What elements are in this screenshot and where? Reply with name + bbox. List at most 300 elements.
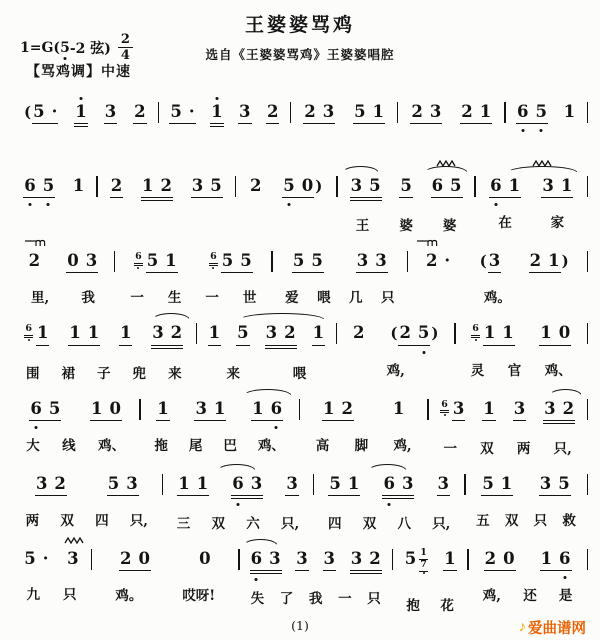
beamed-digits bbox=[483, 324, 515, 345]
low-octave-dot bbox=[563, 576, 566, 579]
note: 3 bbox=[195, 398, 207, 418]
note: 5 bbox=[210, 176, 222, 196]
note-group bbox=[484, 550, 516, 571]
beamed-digits bbox=[119, 550, 151, 571]
measure bbox=[115, 235, 271, 306]
note: 1 bbox=[208, 323, 221, 343]
lyrics-row bbox=[432, 437, 584, 457]
low-octave-dot bbox=[63, 57, 66, 60]
note: 1 bbox=[483, 398, 495, 418]
note-group bbox=[23, 103, 58, 124]
note: 1 bbox=[560, 176, 573, 196]
note: 3 bbox=[513, 398, 526, 418]
note-group bbox=[431, 177, 463, 198]
note: 2 bbox=[304, 102, 316, 121]
lyric-syllable: 里, bbox=[31, 290, 50, 307]
note-group bbox=[322, 400, 354, 421]
note: 6 bbox=[559, 550, 570, 568]
note: 2 bbox=[110, 176, 123, 196]
barline bbox=[587, 176, 589, 197]
beamed-digits bbox=[323, 550, 336, 571]
trill-icon bbox=[436, 159, 456, 167]
note: 1 bbox=[508, 176, 521, 196]
note-group bbox=[285, 475, 298, 496]
notes-row bbox=[294, 103, 394, 124]
lyric-syllable: 鸡。 bbox=[483, 290, 511, 307]
beamed-digits bbox=[382, 475, 414, 499]
note-group bbox=[541, 177, 573, 198]
lyric-syllable: 救 bbox=[562, 512, 576, 529]
score-line bbox=[12, 160, 588, 234]
note: 5 bbox=[450, 176, 462, 196]
slur-arc bbox=[549, 389, 582, 396]
measure bbox=[12, 86, 158, 159]
lyric-syllable: 三 bbox=[176, 515, 191, 532]
note-group bbox=[134, 252, 178, 273]
note-group bbox=[266, 103, 279, 124]
note: · bbox=[51, 102, 58, 121]
beamed-digits bbox=[146, 252, 178, 273]
note-group bbox=[66, 252, 98, 273]
note: 5 bbox=[24, 548, 36, 568]
beamed-digits bbox=[543, 400, 575, 424]
note: 6 bbox=[431, 176, 444, 196]
note: 5 bbox=[146, 251, 159, 271]
note: 1 bbox=[540, 323, 552, 343]
lyrics-row bbox=[294, 137, 394, 156]
note: 3 bbox=[488, 251, 501, 271]
note: 1 bbox=[322, 398, 335, 418]
measure bbox=[12, 235, 114, 306]
note-group bbox=[104, 103, 117, 124]
low-octave-dot bbox=[540, 129, 543, 132]
lyric-syllable: 婆 bbox=[399, 218, 413, 235]
note-group bbox=[24, 324, 49, 345]
beamed-digits bbox=[191, 177, 223, 198]
lyric-syllable: 鸡, bbox=[393, 437, 412, 454]
mordent-icon bbox=[25, 238, 49, 246]
lyrics-row bbox=[15, 140, 155, 159]
close-paren: ) bbox=[431, 324, 439, 343]
lyric-syllable: 围 bbox=[26, 365, 40, 382]
note: 3 bbox=[429, 102, 442, 121]
notes-row bbox=[479, 177, 584, 198]
lyric-syllable: 双 bbox=[480, 440, 494, 457]
lyric-syllable: 鸡, bbox=[386, 362, 405, 379]
beamed-digits bbox=[119, 324, 132, 345]
note: 1 bbox=[119, 323, 132, 343]
beamed-digits bbox=[425, 252, 451, 272]
lyric-syllable: 在 bbox=[498, 215, 512, 232]
note: 5 bbox=[292, 251, 305, 271]
note-group bbox=[251, 400, 283, 421]
beamed-digits bbox=[198, 550, 211, 570]
note-group bbox=[323, 550, 336, 571]
lyric-syllable: 几 bbox=[349, 290, 363, 307]
note: · bbox=[444, 251, 451, 271]
open-paren: ( bbox=[390, 324, 398, 343]
beamed-digits bbox=[32, 103, 58, 124]
note-group bbox=[353, 103, 385, 124]
beamed-digits bbox=[177, 475, 209, 496]
note-group bbox=[151, 324, 183, 348]
lyric-syllable: 我 bbox=[81, 290, 95, 307]
lyrics-row bbox=[317, 512, 461, 532]
beamed-digits bbox=[540, 550, 572, 571]
note-group bbox=[90, 400, 122, 421]
score-line bbox=[12, 383, 588, 457]
notes-row bbox=[411, 252, 583, 273]
lyric-syllable: 抱 bbox=[406, 597, 420, 614]
score-line bbox=[12, 533, 588, 614]
lyrics-row bbox=[15, 434, 136, 454]
note: 3 bbox=[452, 398, 465, 418]
lyric-syllable: 失 bbox=[250, 590, 265, 607]
barline bbox=[587, 323, 589, 344]
lyrics-row bbox=[479, 211, 584, 231]
low-octave-dot bbox=[422, 351, 425, 354]
lyric-syllable: 一 bbox=[443, 440, 457, 457]
notes-row bbox=[243, 550, 389, 574]
high-octave-dot bbox=[215, 97, 218, 100]
note-group bbox=[471, 324, 515, 345]
note: 2 bbox=[28, 251, 41, 271]
lyric-syllable: 双 bbox=[60, 512, 74, 529]
note: 2 bbox=[250, 176, 262, 196]
lyric-syllable: 线 bbox=[62, 437, 76, 454]
measure bbox=[12, 383, 139, 454]
note-group bbox=[312, 324, 325, 345]
grace-note: 6 bbox=[471, 324, 480, 338]
beamed-digits bbox=[404, 550, 417, 570]
note: 1 bbox=[252, 398, 264, 418]
beamed-digits bbox=[353, 103, 385, 124]
note: 1 bbox=[165, 251, 177, 271]
grace-low-dot bbox=[444, 414, 446, 416]
measure bbox=[12, 307, 196, 381]
beamed-digits bbox=[151, 324, 183, 348]
notes-row bbox=[95, 550, 235, 571]
notes-row bbox=[303, 400, 424, 421]
lyrics-row bbox=[118, 286, 268, 306]
note: 1 bbox=[502, 323, 514, 343]
lyric-syllable: 两 bbox=[25, 512, 40, 529]
note-group bbox=[382, 475, 414, 499]
score-lines bbox=[12, 86, 588, 615]
note: 2 bbox=[369, 548, 381, 568]
beamed-digits bbox=[29, 400, 61, 421]
beamed-digits bbox=[541, 177, 573, 198]
notes-row bbox=[144, 400, 296, 421]
beamed-digits bbox=[249, 177, 262, 197]
note: 3 bbox=[356, 251, 369, 271]
note-group bbox=[356, 252, 388, 273]
note: 2 bbox=[484, 548, 497, 568]
note: 0 bbox=[503, 548, 515, 568]
beamed-digits bbox=[399, 177, 412, 198]
note-group bbox=[540, 550, 572, 571]
lyric-syllable: 哎呀! bbox=[182, 587, 216, 604]
note: 6 bbox=[383, 475, 394, 493]
notes-row bbox=[509, 103, 584, 124]
beamed-digits bbox=[431, 177, 463, 198]
open-paren: ( bbox=[479, 252, 487, 271]
barline bbox=[587, 549, 589, 570]
measure bbox=[300, 383, 427, 454]
beamed-digits bbox=[443, 550, 456, 571]
meter-numerator: 2 bbox=[118, 33, 133, 48]
lyric-syllable: 来 bbox=[226, 365, 240, 382]
lyric-syllable: 鸡, bbox=[482, 587, 501, 604]
note: 3 bbox=[542, 176, 554, 196]
note: 1 bbox=[178, 473, 190, 493]
low-octave-dot bbox=[494, 203, 497, 206]
note-group bbox=[352, 324, 365, 344]
note: 1 bbox=[540, 548, 553, 568]
note: 1 bbox=[211, 103, 222, 121]
barline bbox=[587, 102, 589, 123]
lyric-syllable: 生 bbox=[167, 290, 182, 307]
note: 5 bbox=[107, 473, 120, 493]
beamed-digits bbox=[452, 400, 465, 421]
low-octave-dot bbox=[237, 503, 240, 506]
note: 0 bbox=[558, 323, 571, 343]
lyrics-row bbox=[95, 584, 235, 604]
beamed-digits bbox=[210, 103, 223, 127]
lyric-syllable: 子 bbox=[97, 365, 111, 382]
beamed-digits bbox=[295, 550, 308, 571]
lyrics-row bbox=[166, 512, 310, 532]
measure bbox=[476, 160, 587, 231]
close-paren: ) bbox=[561, 252, 569, 271]
grace-note: 6 bbox=[440, 400, 449, 414]
page-title: 王婆婆骂鸡 bbox=[244, 14, 355, 36]
lyric-syllable: 鸡、 bbox=[544, 362, 572, 379]
note-group bbox=[265, 324, 297, 348]
beamed-digits bbox=[36, 324, 49, 345]
beamed-digits bbox=[350, 177, 382, 201]
notes-row bbox=[15, 103, 155, 127]
note-group bbox=[392, 400, 405, 420]
beamed-digits bbox=[74, 103, 87, 127]
beamed-digits bbox=[221, 252, 253, 273]
lyric-syllable: 喂 bbox=[292, 365, 307, 382]
lyric-syllable: 六 bbox=[246, 515, 260, 532]
lyrics-row bbox=[15, 583, 88, 603]
lyrics-row bbox=[276, 286, 404, 306]
note-group bbox=[250, 550, 282, 574]
grace-stack bbox=[419, 548, 428, 572]
lyric-syllable: 只 bbox=[533, 512, 548, 529]
note-group bbox=[529, 252, 570, 273]
note-group bbox=[389, 324, 439, 345]
grace-note: 6 bbox=[134, 252, 143, 266]
note-group bbox=[539, 475, 571, 496]
low-octave-dot bbox=[35, 426, 38, 429]
notes-row bbox=[118, 252, 268, 273]
note-group bbox=[399, 177, 412, 198]
note-group bbox=[198, 550, 211, 570]
tune-tempo-label: 【骂鸡调】中速 bbox=[26, 64, 131, 80]
note-group bbox=[191, 177, 223, 198]
low-octave-dot bbox=[47, 203, 50, 206]
note-group bbox=[141, 177, 173, 201]
note: 1 bbox=[392, 398, 405, 418]
lyric-syllable: 只, bbox=[432, 515, 451, 532]
lyric-syllable: 只 bbox=[380, 290, 395, 307]
note-group bbox=[303, 103, 335, 124]
beamed-digits bbox=[72, 177, 85, 197]
measure bbox=[98, 160, 235, 233]
note-group bbox=[328, 475, 360, 496]
beamed-digits bbox=[481, 475, 513, 496]
beamed-digits bbox=[23, 177, 55, 198]
note: 1 bbox=[75, 103, 86, 121]
note-group bbox=[177, 475, 209, 496]
note: 5 bbox=[170, 102, 182, 121]
lyric-syllable: 双 bbox=[362, 515, 377, 532]
note: 3 bbox=[104, 102, 117, 121]
lyrics-row bbox=[15, 362, 193, 382]
note-group bbox=[29, 400, 61, 421]
note: 3 bbox=[401, 473, 414, 493]
lyric-syllable: 大 bbox=[26, 437, 40, 454]
note: 5 bbox=[283, 177, 294, 195]
low-octave-dot bbox=[255, 578, 258, 581]
slur-arc bbox=[152, 313, 191, 320]
note-group bbox=[481, 475, 513, 496]
measure bbox=[92, 533, 238, 604]
beamed-digits bbox=[251, 400, 283, 421]
lyric-syllable: 爱 bbox=[285, 290, 299, 307]
notes-row bbox=[101, 177, 232, 201]
lyrics-row bbox=[15, 211, 93, 230]
note-group bbox=[563, 103, 576, 123]
note: 3 bbox=[191, 176, 204, 196]
key-signature bbox=[20, 33, 133, 62]
lyric-syllable: 拖 bbox=[154, 437, 168, 454]
note: 5 bbox=[400, 176, 412, 196]
note: 0 bbox=[109, 398, 121, 418]
beamed-digits bbox=[437, 475, 450, 496]
lyrics-row bbox=[411, 286, 583, 306]
beamed-digits bbox=[90, 400, 122, 421]
beamed-digits bbox=[410, 103, 442, 124]
beamed-digits bbox=[529, 252, 561, 273]
lyric-syllable: 世 bbox=[242, 290, 257, 307]
note-group bbox=[350, 550, 382, 574]
lyrics-row bbox=[144, 434, 296, 454]
site-logo bbox=[519, 617, 586, 638]
beamed-digits bbox=[231, 475, 263, 499]
grace-low-dot bbox=[212, 267, 214, 269]
grace-stack-note: 7 bbox=[419, 560, 428, 572]
note: 2 bbox=[425, 251, 438, 271]
lyric-syllable: 巴 bbox=[223, 437, 237, 454]
note: 3 bbox=[286, 473, 298, 493]
note: 2 bbox=[267, 102, 279, 121]
lyric-syllable: 鸡、 bbox=[98, 437, 126, 454]
trill-icon bbox=[532, 159, 552, 167]
measure bbox=[408, 235, 586, 306]
note: 2 bbox=[134, 102, 146, 121]
grace-low-dot bbox=[423, 572, 425, 574]
note: 5 bbox=[237, 323, 249, 343]
time-signature bbox=[118, 33, 133, 62]
beamed-digits bbox=[328, 475, 360, 496]
slur-arc bbox=[217, 464, 256, 471]
beamed-digits bbox=[539, 324, 571, 345]
notes-row bbox=[15, 252, 111, 273]
notes-row bbox=[239, 177, 333, 198]
note: 5 bbox=[558, 473, 570, 493]
note: 2 bbox=[529, 251, 542, 271]
key-low-note: 5 bbox=[60, 40, 70, 56]
note-group bbox=[350, 177, 382, 201]
beamed-digits bbox=[250, 550, 282, 574]
lyric-syllable: 只, bbox=[281, 515, 300, 532]
beamed-digits bbox=[484, 550, 516, 571]
note: 1 bbox=[157, 398, 169, 418]
beamed-digits bbox=[110, 177, 123, 198]
grace-low-dot bbox=[28, 339, 30, 341]
measure bbox=[12, 458, 162, 529]
lyric-syllable: 了 bbox=[279, 590, 294, 607]
lyric-syllable: 兜 bbox=[132, 365, 147, 382]
slur-arc bbox=[342, 166, 379, 173]
note: 3 bbox=[375, 251, 387, 271]
note-group bbox=[35, 475, 67, 496]
notes-row bbox=[401, 103, 501, 124]
beamed-digits bbox=[169, 103, 195, 124]
note: 1 bbox=[500, 473, 513, 493]
beamed-digits bbox=[488, 252, 501, 273]
note: 5 bbox=[43, 177, 54, 195]
measure bbox=[163, 458, 313, 532]
lyric-syllable: 鸡。 bbox=[115, 587, 143, 604]
lyrics-row bbox=[469, 509, 584, 529]
note: 3 bbox=[152, 323, 164, 343]
beamed-digits bbox=[194, 400, 226, 421]
note: 5 bbox=[329, 473, 341, 493]
note: 2 bbox=[411, 102, 423, 121]
note: 2 bbox=[353, 323, 365, 343]
beamed-digits bbox=[356, 252, 388, 273]
beamed-digits bbox=[516, 103, 548, 124]
lyric-syllable: 九 bbox=[26, 586, 40, 603]
note: 0 bbox=[199, 548, 211, 568]
note: 5 bbox=[482, 473, 494, 493]
beamed-digits bbox=[141, 177, 173, 201]
lyrics-row bbox=[401, 137, 501, 156]
note: 3 bbox=[350, 548, 363, 568]
key-suffix: -2 弦) bbox=[69, 40, 111, 57]
measure bbox=[466, 458, 587, 529]
note: 3 bbox=[250, 473, 263, 493]
note-group bbox=[194, 400, 226, 421]
beamed-digits bbox=[482, 400, 495, 421]
note: 6 bbox=[251, 550, 262, 568]
score-line bbox=[12, 458, 588, 532]
slur-arc bbox=[239, 313, 325, 320]
lyric-syllable: 一 bbox=[338, 590, 352, 607]
note: 3 bbox=[85, 251, 98, 271]
beamed-digits bbox=[265, 324, 297, 348]
lyric-syllable: 灵 bbox=[470, 362, 485, 379]
measure bbox=[314, 458, 464, 532]
lyrics-row bbox=[15, 509, 159, 529]
notes-row bbox=[340, 324, 451, 345]
